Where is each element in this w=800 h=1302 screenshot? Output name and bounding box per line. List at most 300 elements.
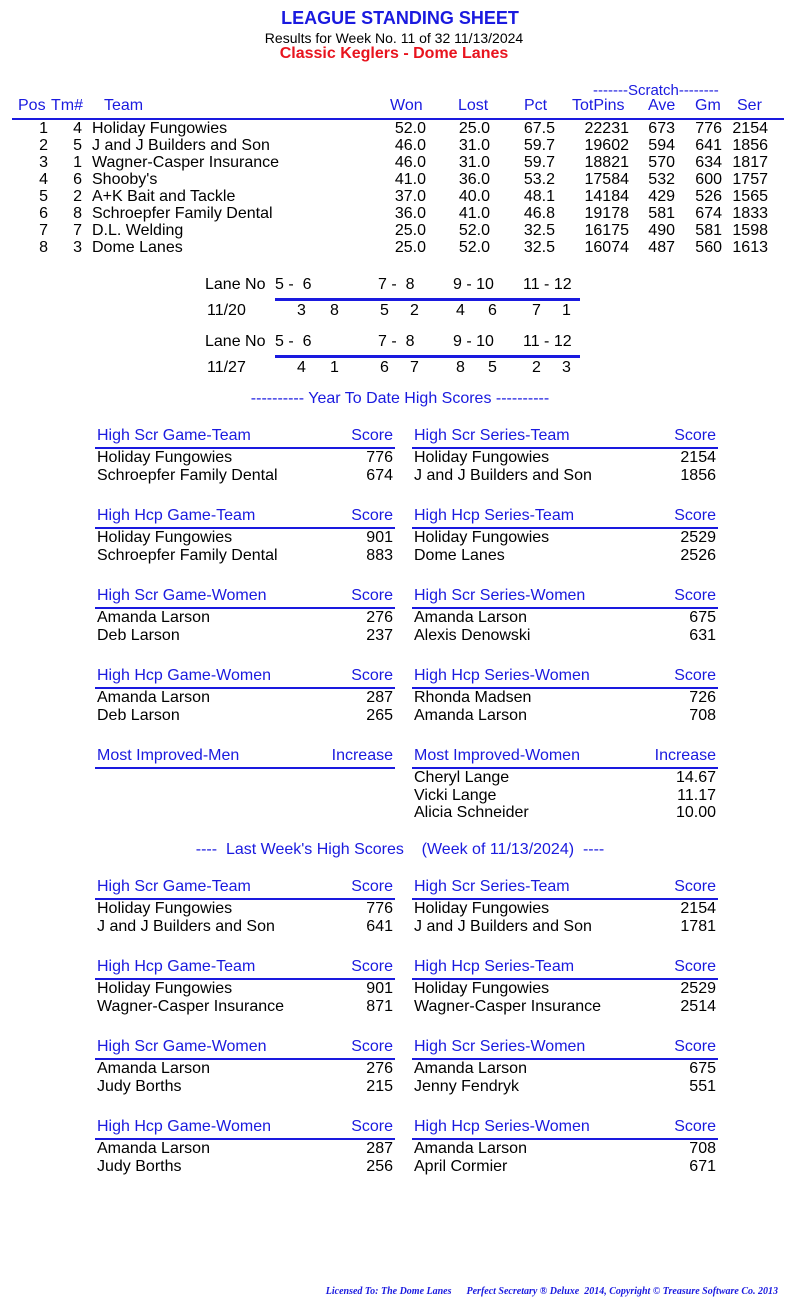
standings-cell-gm: 674 (695, 205, 722, 222)
lane-pair: 9 - 10 (453, 333, 494, 350)
lane-rule (275, 355, 580, 358)
entry-name: Vicki Lange (414, 786, 497, 804)
col-ave: Ave (648, 97, 676, 114)
standings-row (12, 137, 784, 154)
entry-score: 726 (689, 689, 716, 706)
high-score-box (412, 878, 718, 935)
entry-name: Judy Borths (97, 1157, 182, 1175)
entry-score: 674 (366, 466, 393, 484)
high-score-category: High Scr Game-Team (97, 427, 251, 444)
high-score-box (412, 958, 718, 1015)
high-score-entry (95, 529, 395, 547)
standings-cell-won: 46.0 (394, 137, 426, 154)
high-score-entry (95, 627, 395, 645)
lane-team-number: 6 (488, 302, 497, 319)
high-score-header (95, 507, 395, 527)
standings-row (12, 222, 784, 239)
standings-cell-pct: 32.5 (523, 239, 555, 256)
lane-team-number: 5 (380, 302, 389, 319)
high-score-entry (412, 609, 718, 627)
standings-cell-team: D.L. Welding (92, 222, 184, 239)
standings-cell-team: J and J Builders and Son (92, 137, 270, 154)
entry-score: 671 (689, 1157, 716, 1175)
week-subtitle: Results for Week No. 11 of 32 11/13/2024 (264, 30, 524, 46)
high-score-column-label: Score (674, 427, 716, 444)
high-score-entry (95, 998, 395, 1016)
standings-cell-ave: 581 (648, 205, 675, 222)
standings-row (12, 171, 784, 188)
high-score-column-label: Score (674, 587, 716, 604)
high-score-entry (412, 1140, 718, 1158)
standings-cell-gm: 776 (695, 120, 722, 137)
entry-score: 871 (366, 997, 393, 1015)
standings-cell-tm: 7 (73, 222, 82, 239)
entry-name: Amanda Larson (414, 609, 527, 626)
entry-score: 641 (366, 917, 393, 935)
standings-cell-ser: 1817 (732, 154, 768, 171)
license-footer: Licensed To: The Dome Lanes Perfect Secretary ® Deluxe 2014, Copyright © Treasure Software Co. 2013 (325, 1286, 778, 1297)
high-score-box (412, 1118, 718, 1175)
entry-score: 237 (366, 626, 393, 644)
lane-team-number: 4 (456, 302, 465, 319)
entry-score: 776 (366, 449, 393, 466)
high-score-category: High Scr Series-Team (414, 878, 570, 895)
entry-name: Holiday Fungowies (97, 980, 233, 997)
standings-cell-totpins: 22231 (584, 120, 629, 137)
standings-cell-won: 46.0 (394, 154, 426, 171)
lane-no-label: Lane No (205, 276, 266, 293)
high-score-entry (412, 1078, 718, 1096)
standings-cell-pos: 6 (39, 205, 48, 222)
entry-score: 901 (366, 980, 393, 997)
lastweek-section-title: ---- Last Week's High Scores (Week of 11/13/2024) ---- (195, 841, 605, 858)
standings-cell-totpins: 17584 (584, 171, 629, 188)
col-ser: Ser (737, 97, 762, 114)
standings-cell-totpins: 16074 (584, 239, 629, 256)
high-score-column-label: Score (674, 1038, 716, 1055)
sheet-title: LEAGUE STANDING SHEET (281, 8, 519, 28)
high-score-header (95, 667, 395, 687)
entry-name: J and J Builders and Son (414, 917, 592, 935)
high-score-header (412, 1038, 718, 1058)
entry-name: Amanda Larson (97, 609, 210, 626)
entry-name: Amanda Larson (414, 1140, 527, 1157)
high-score-column-label: Score (674, 958, 716, 975)
lane-pair: 7 - 8 (378, 276, 415, 293)
high-score-entry (412, 547, 718, 565)
high-score-column-label: Score (351, 427, 393, 444)
standings-cell-won: 36.0 (394, 205, 426, 222)
standings-cell-won: 41.0 (394, 171, 426, 188)
high-score-header (95, 958, 395, 978)
entry-name: Deb Larson (97, 706, 180, 724)
high-score-box (95, 747, 395, 769)
standings-cell-team: Holiday Fungowies (92, 120, 228, 137)
high-score-category: High Scr Game-Women (97, 587, 267, 604)
league-name: Classic Keglers - Dome Lanes (279, 45, 509, 62)
standings-cell-gm: 634 (695, 154, 722, 171)
high-score-category: High Hcp Series-Team (414, 507, 575, 524)
standings-cell-pos: 3 (39, 154, 48, 171)
high-score-column-label: Score (351, 667, 393, 684)
entry-name: J and J Builders and Son (414, 466, 592, 484)
standings-cell-totpins: 18821 (584, 154, 629, 171)
entry-score: 675 (689, 609, 716, 626)
entry-score: 2526 (680, 546, 716, 564)
lane-team-number: 5 (488, 359, 497, 376)
entry-name: Wagner-Casper Insurance (97, 997, 285, 1015)
high-score-entry (412, 980, 718, 998)
standings-cell-tm: 1 (73, 154, 82, 171)
standings-cell-lost: 41.0 (458, 205, 490, 222)
high-score-column-label: Score (674, 1118, 716, 1135)
standings-cell-ser: 1565 (732, 188, 768, 205)
col-pct: Pct (524, 97, 548, 114)
entry-name: Cheryl Lange (414, 769, 510, 786)
entry-score: 631 (689, 626, 716, 644)
standings-cell-totpins: 14184 (584, 188, 629, 205)
lane-team-number: 8 (456, 359, 465, 376)
high-score-entry (95, 547, 395, 565)
entry-score: 2154 (680, 900, 716, 917)
high-score-box (412, 507, 718, 564)
standings-cell-totpins: 19602 (584, 137, 629, 154)
col-totpins: TotPins (572, 97, 625, 114)
entry-name: Holiday Fungowies (97, 449, 233, 466)
high-score-header (95, 747, 395, 767)
high-score-box (95, 1118, 395, 1175)
high-score-entry (95, 707, 395, 725)
entry-name: J and J Builders and Son (97, 917, 275, 935)
standings-cell-pct: 53.2 (523, 171, 555, 188)
standings-cell-lost: 36.0 (458, 171, 490, 188)
high-score-category: High Hcp Game-Women (97, 667, 271, 684)
standings-cell-gm: 600 (695, 171, 722, 188)
high-score-column-label: Score (351, 1038, 393, 1055)
entry-name: Jenny Fendryk (414, 1077, 519, 1095)
entry-score: 1856 (680, 466, 716, 484)
high-score-box (412, 587, 718, 644)
entry-score: 276 (366, 1060, 393, 1077)
high-score-rule (95, 767, 395, 769)
standings-cell-team: Shooby's (92, 171, 158, 188)
standings-cell-team: Wagner-Casper Insurance (92, 154, 280, 171)
entry-name: Amanda Larson (97, 1060, 210, 1077)
entry-score: 276 (366, 609, 393, 626)
high-score-entry (412, 998, 718, 1016)
standings-cell-ser: 2154 (732, 120, 768, 137)
high-score-entry (412, 689, 718, 707)
high-score-header (412, 507, 718, 527)
entry-name: Deb Larson (97, 626, 180, 644)
high-score-category: High Hcp Series-Women (414, 667, 590, 684)
entry-score: 2529 (680, 529, 716, 546)
standings-cell-gm: 641 (695, 137, 722, 154)
high-score-entry (412, 529, 718, 547)
entry-name: Holiday Fungowies (414, 980, 550, 997)
high-score-entry (412, 769, 718, 787)
high-score-header (412, 587, 718, 607)
high-score-entry (412, 918, 718, 936)
entry-score: 265 (366, 706, 393, 724)
standings-cell-pos: 2 (39, 137, 48, 154)
col-team: Team (104, 97, 144, 114)
lane-pair: 11 - 12 (523, 276, 572, 293)
entry-score: 287 (366, 1140, 393, 1157)
entry-name: Dome Lanes (414, 546, 505, 564)
standings-cell-pos: 4 (39, 171, 48, 188)
scratch-label: -------Scratch-------- (593, 82, 719, 99)
high-score-entry (95, 609, 395, 627)
lane-date: 11/27 (207, 359, 246, 376)
entry-name: Wagner-Casper Insurance (414, 997, 602, 1015)
standings-cell-pos: 8 (39, 239, 48, 256)
high-score-column-label: Score (674, 667, 716, 684)
entry-score: 10.00 (675, 804, 716, 821)
high-score-box (95, 667, 395, 724)
standings-cell-ave: 532 (648, 171, 675, 188)
lane-team-number: 1 (330, 359, 339, 376)
high-score-category: High Scr Game-Women (97, 1038, 267, 1055)
ytd-section-title: ---------- Year To Date High Scores ---------- (250, 390, 550, 407)
high-score-entry (95, 689, 395, 707)
high-score-entry (95, 1158, 395, 1176)
standings-cell-ave: 594 (648, 137, 675, 154)
col-pos: Pos (18, 97, 46, 114)
standings-cell-gm: 581 (695, 222, 722, 239)
entry-score: 2529 (680, 980, 716, 997)
high-score-header (412, 747, 718, 767)
col-won: Won (390, 97, 423, 114)
standings-cell-pct: 59.7 (523, 154, 555, 171)
entry-score: 901 (366, 529, 393, 546)
entry-name: Holiday Fungowies (414, 529, 550, 546)
lane-team-number: 8 (330, 302, 339, 319)
standings-row (12, 154, 784, 171)
standings-cell-pct: 46.8 (523, 205, 555, 222)
high-score-category: High Scr Series-Women (414, 1038, 586, 1055)
high-score-column-label: Score (351, 587, 393, 604)
entry-score: 2514 (680, 997, 716, 1015)
high-score-header (412, 427, 718, 447)
standings-cell-won: 25.0 (394, 239, 426, 256)
entry-name: Schroepfer Family Dental (97, 546, 278, 564)
standings-cell-ave: 673 (648, 120, 675, 137)
high-score-header (95, 1118, 395, 1138)
standings-cell-tm: 8 (73, 205, 82, 222)
high-score-header (95, 587, 395, 607)
standings-cell-lost: 25.0 (458, 120, 490, 137)
entry-score: 708 (689, 706, 716, 724)
lane-pair: 9 - 10 (453, 276, 494, 293)
lane-no-label: Lane No (205, 333, 266, 350)
entry-score: 675 (689, 1060, 716, 1077)
entry-name: Amanda Larson (97, 689, 210, 706)
entry-name: Rhonda Madsen (414, 689, 532, 706)
lane-team-number: 7 (532, 302, 541, 319)
standings-cell-totpins: 16175 (584, 222, 629, 239)
standings-cell-ave: 490 (648, 222, 675, 239)
standings-cell-lost: 31.0 (458, 154, 490, 171)
lane-team-number: 6 (380, 359, 389, 376)
standings-row (12, 205, 784, 222)
entry-score: 2154 (680, 449, 716, 466)
lane-pair: 11 - 12 (523, 333, 572, 350)
high-score-box (95, 507, 395, 564)
lane-schedule (205, 276, 595, 326)
standings-cell-ave: 487 (648, 239, 675, 256)
standings-cell-ser: 1833 (732, 205, 768, 222)
lane-schedule (205, 333, 595, 383)
high-score-category: High Hcp Game-Women (97, 1118, 271, 1135)
high-score-column-label: Score (351, 958, 393, 975)
lane-rule (275, 298, 580, 301)
standings-cell-gm: 560 (695, 239, 722, 256)
standings-cell-pos: 7 (39, 222, 48, 239)
high-score-entry (95, 918, 395, 936)
entry-name: Amanda Larson (414, 1060, 527, 1077)
standings-cell-pct: 48.1 (523, 188, 555, 205)
high-score-category: High Scr Game-Team (97, 878, 251, 895)
high-score-category: High Hcp Game-Team (97, 958, 256, 975)
high-score-entry (95, 467, 395, 485)
high-score-header (412, 1118, 718, 1138)
high-score-entry (95, 449, 395, 467)
entry-name: Amanda Larson (414, 706, 527, 724)
lane-pair: 7 - 8 (378, 333, 415, 350)
entry-score: 551 (689, 1077, 716, 1095)
high-score-entry (412, 467, 718, 485)
high-score-box (95, 587, 395, 644)
high-score-entry (412, 449, 718, 467)
high-score-category: High Hcp Series-Team (414, 958, 575, 975)
high-score-column-label: Score (351, 507, 393, 524)
standings-cell-tm: 4 (73, 120, 82, 137)
standings-cell-ser: 1613 (732, 239, 768, 256)
standings-cell-tm: 6 (73, 171, 82, 188)
high-score-header (95, 427, 395, 447)
high-score-category: Most Improved-Women (414, 747, 580, 764)
high-score-box (412, 747, 718, 822)
high-score-box (412, 667, 718, 724)
lane-team-number: 3 (297, 302, 306, 319)
high-score-entry (412, 900, 718, 918)
lane-pair: 5 - 6 (275, 276, 312, 293)
standings-cell-tm: 5 (73, 137, 82, 154)
lane-date: 11/20 (207, 302, 246, 319)
high-score-entry (412, 627, 718, 645)
high-score-column-label: Increase (654, 747, 716, 764)
standings-cell-lost: 31.0 (458, 137, 490, 154)
high-score-column-label: Increase (331, 747, 393, 764)
entry-name: Amanda Larson (97, 1140, 210, 1157)
standings-cell-team: A+K Bait and Tackle (92, 188, 236, 205)
lane-team-number: 2 (532, 359, 541, 376)
entry-name: Holiday Fungowies (97, 529, 233, 546)
standings-cell-ser: 1598 (732, 222, 768, 239)
entry-score: 11.17 (677, 786, 716, 804)
entry-score: 287 (366, 689, 393, 706)
entry-name: Alicia Schneider (414, 804, 529, 821)
high-score-entry (412, 1158, 718, 1176)
high-score-entry (412, 804, 718, 822)
high-score-category: High Hcp Series-Women (414, 1118, 590, 1135)
high-score-column-label: Score (674, 878, 716, 895)
col-lost: Lost (458, 97, 489, 114)
standings-cell-ave: 429 (648, 188, 675, 205)
entry-score: 776 (366, 900, 393, 917)
entry-name: Holiday Fungowies (97, 900, 233, 917)
entry-score: 1781 (680, 917, 716, 935)
high-score-box (95, 958, 395, 1015)
lane-pair: 5 - 6 (275, 333, 312, 350)
entry-name: Alexis Denowski (414, 626, 531, 644)
lane-team-number: 4 (297, 359, 306, 376)
entry-name: Holiday Fungowies (414, 900, 550, 917)
entry-name: Holiday Fungowies (414, 449, 550, 466)
entry-name: April Cormier (414, 1157, 508, 1175)
high-score-header (412, 958, 718, 978)
standings-cell-won: 37.0 (394, 188, 426, 205)
entry-score: 256 (366, 1157, 393, 1175)
standings-cell-tm: 3 (73, 239, 82, 256)
entry-name: Judy Borths (97, 1077, 182, 1095)
standings-cell-pos: 1 (39, 120, 48, 137)
high-score-category: High Hcp Game-Team (97, 507, 256, 524)
high-score-column-label: Score (351, 1118, 393, 1135)
entry-score: 215 (366, 1077, 393, 1095)
standings-cell-pct: 59.7 (523, 137, 555, 154)
standings-cell-team: Schroepfer Family Dental (92, 205, 273, 222)
standings-cell-won: 52.0 (394, 120, 426, 137)
high-score-entry (412, 707, 718, 725)
high-score-category: High Scr Series-Women (414, 587, 586, 604)
standings-cell-lost: 52.0 (458, 222, 490, 239)
standings-cell-tm: 2 (73, 188, 82, 205)
lane-team-number: 1 (562, 302, 571, 319)
standings-cell-pct: 32.5 (523, 222, 555, 239)
standings-row (12, 120, 784, 137)
high-score-category: High Scr Series-Team (414, 427, 570, 444)
standings-cell-ave: 570 (648, 154, 675, 171)
standings-row (12, 239, 784, 256)
high-score-entry (95, 1140, 395, 1158)
standings-cell-lost: 52.0 (458, 239, 490, 256)
high-score-header (412, 878, 718, 898)
entry-name: Schroepfer Family Dental (97, 466, 278, 484)
high-score-entry (95, 900, 395, 918)
high-score-entry (412, 787, 718, 805)
standings-cell-won: 25.0 (394, 222, 426, 239)
high-score-entry (95, 1078, 395, 1096)
high-score-box (412, 1038, 718, 1095)
standings-cell-pct: 67.5 (523, 120, 555, 137)
standings-cell-pos: 5 (39, 188, 48, 205)
high-score-entry (412, 1060, 718, 1078)
high-score-category: Most Improved-Men (97, 747, 240, 764)
col-gm: Gm (695, 97, 721, 114)
entry-score: 883 (366, 546, 393, 564)
col-tm: Tm# (51, 97, 83, 114)
high-score-column-label: Score (674, 507, 716, 524)
high-score-box (412, 427, 718, 484)
high-score-entry (95, 980, 395, 998)
standings-cell-totpins: 19178 (584, 205, 629, 222)
standings-cell-team: Dome Lanes (92, 239, 183, 256)
standings-cell-ser: 1856 (732, 137, 768, 154)
entry-score: 708 (689, 1140, 716, 1157)
entry-score: 14.67 (675, 769, 716, 786)
